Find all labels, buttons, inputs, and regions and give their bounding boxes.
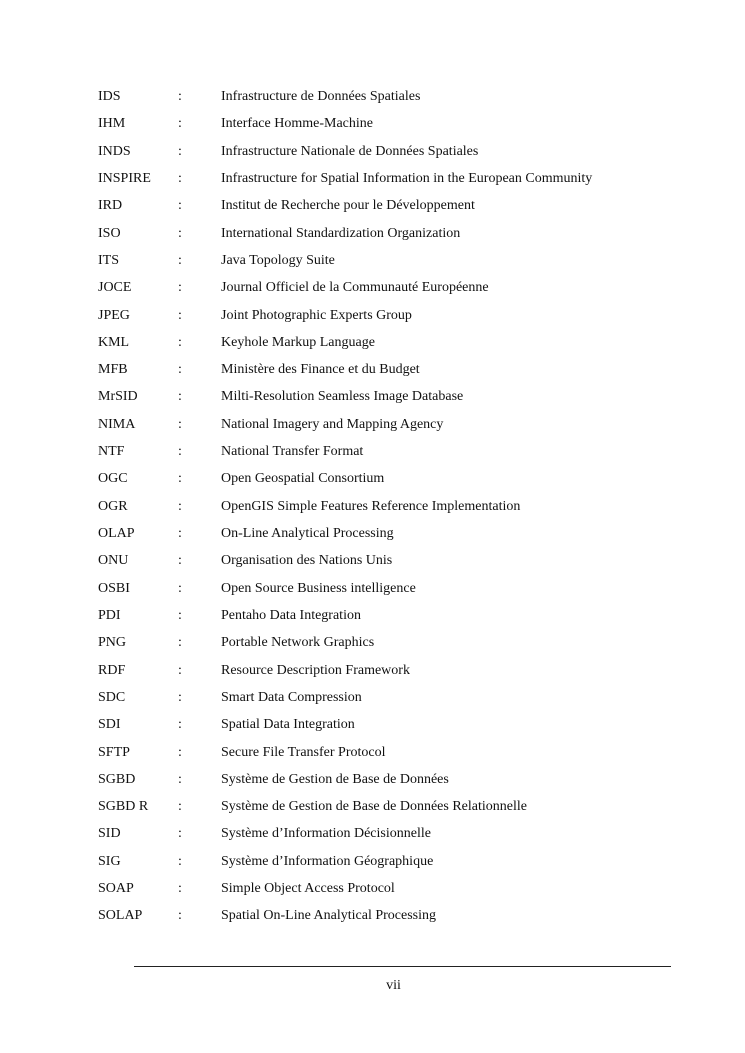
abbreviation-separator: : xyxy=(178,498,182,514)
abbreviation-row xyxy=(98,277,658,304)
abbreviation-row xyxy=(98,796,658,823)
abbreviation-separator: : xyxy=(178,553,182,569)
abbreviation-row xyxy=(98,332,658,359)
abbreviation-definition: OpenGIS Simple Features Reference Implementation xyxy=(221,498,521,514)
abbreviation-term: NTF xyxy=(98,444,125,460)
abbreviation-term: NIMA xyxy=(98,416,136,432)
abbreviation-definition: Système de Gestion de Base de Données Relationnelle xyxy=(221,799,527,815)
abbreviation-definition: Open Geospatial Consortium xyxy=(221,471,385,487)
abbreviation-term: SDC xyxy=(98,689,126,705)
abbreviation-separator: : xyxy=(178,526,182,541)
abbreviation-term: SGBD xyxy=(98,771,136,787)
abbreviation-row xyxy=(98,386,658,413)
abbreviation-term: IHM xyxy=(98,116,126,132)
abbreviation-separator: : xyxy=(178,799,182,815)
abbreviation-term: JOCE xyxy=(98,280,132,296)
abbreviation-row xyxy=(98,905,658,932)
abbreviation-term: ITS xyxy=(98,252,119,268)
page-number: vii xyxy=(386,978,401,993)
abbreviation-term: SIG xyxy=(98,853,121,869)
abbreviation-separator: : xyxy=(178,143,182,159)
abbreviation-term: RDF xyxy=(98,662,126,678)
abbreviation-separator: : xyxy=(178,252,182,268)
abbreviation-definition: Smart Data Compression xyxy=(221,689,362,705)
abbreviation-separator: : xyxy=(178,607,182,623)
abbreviation-row xyxy=(98,223,658,250)
abbreviation-definition: Simple Object Access Protocol xyxy=(221,881,395,897)
abbreviation-separator: : xyxy=(178,689,182,705)
abbreviation-row xyxy=(98,414,658,441)
abbreviation-row xyxy=(98,468,658,495)
abbreviation-definition: Infrastructure de Données Spatiales xyxy=(221,89,421,104)
abbreviation-separator: : xyxy=(178,334,182,350)
abbreviation-definition: On-Line Analytical Processing xyxy=(221,526,394,541)
abbreviation-definition: Resource Description Framework xyxy=(221,662,410,678)
abbreviation-term: OGR xyxy=(98,498,128,514)
abbreviation-definition: Milti-Resolution Seamless Image Database xyxy=(221,389,464,405)
abbreviation-separator: : xyxy=(178,580,182,596)
abbreviation-row xyxy=(98,141,658,168)
abbreviation-term: IDS xyxy=(98,89,121,104)
abbreviation-definition: Système d’Information Décisionnelle xyxy=(221,826,431,842)
abbreviation-list xyxy=(98,86,658,933)
abbreviation-separator: : xyxy=(178,826,182,842)
abbreviation-row xyxy=(98,769,658,796)
abbreviation-separator: : xyxy=(178,908,182,924)
abbreviation-definition: Secure File Transfer Protocol xyxy=(221,744,386,760)
abbreviation-separator: : xyxy=(178,170,182,186)
abbreviation-term: JPEG xyxy=(98,307,130,323)
abbreviation-term: PDI xyxy=(98,607,121,623)
abbreviation-row xyxy=(98,359,658,386)
abbreviation-separator: : xyxy=(178,89,182,104)
abbreviation-definition: Pentaho Data Integration xyxy=(221,607,361,623)
abbreviation-definition: Journal Officiel de la Communauté Européenne xyxy=(221,280,489,296)
abbreviation-row xyxy=(98,851,658,878)
abbreviation-definition: Infrastructure for Spatial Information in the European Community xyxy=(221,170,593,186)
abbreviation-term: SID xyxy=(98,826,121,842)
abbreviation-definition: Keyhole Markup Language xyxy=(221,334,375,350)
abbreviation-separator: : xyxy=(178,853,182,869)
abbreviation-term: OLAP xyxy=(98,526,135,541)
abbreviation-definition: Portable Network Graphics xyxy=(221,635,375,651)
abbreviation-term: OSBI xyxy=(98,580,130,596)
abbreviation-definition: Java Topology Suite xyxy=(221,252,335,268)
abbreviation-term: SOLAP xyxy=(98,908,143,924)
abbreviation-definition: Ministère des Finance et du Budget xyxy=(221,362,420,378)
abbreviation-term: KML xyxy=(98,334,130,350)
abbreviation-separator: : xyxy=(178,771,182,787)
abbreviation-definition: Spatial On-Line Analytical Processing xyxy=(221,908,437,924)
abbreviation-separator: : xyxy=(178,662,182,678)
abbreviation-row xyxy=(98,523,658,550)
abbreviation-definition: Spatial Data Integration xyxy=(221,717,355,733)
abbreviation-separator: : xyxy=(178,635,182,651)
abbreviation-row xyxy=(98,687,658,714)
abbreviation-row xyxy=(98,550,658,577)
abbreviation-separator: : xyxy=(178,362,182,378)
abbreviation-row xyxy=(98,496,658,523)
abbreviation-definition: National Transfer Format xyxy=(221,444,364,460)
abbreviation-row xyxy=(98,605,658,632)
footer-divider xyxy=(134,966,671,967)
abbreviation-separator: : xyxy=(178,471,182,487)
abbreviation-separator: : xyxy=(178,444,182,460)
abbreviation-separator: : xyxy=(178,307,182,323)
abbreviation-row xyxy=(98,660,658,687)
abbreviation-row xyxy=(98,632,658,659)
abbreviation-term: OGC xyxy=(98,471,128,487)
abbreviation-term: SFTP xyxy=(98,744,130,760)
abbreviation-row xyxy=(98,742,658,769)
abbreviation-term: MFB xyxy=(98,362,128,378)
abbreviation-term: SOAP xyxy=(98,881,134,897)
abbreviation-definition: National Imagery and Mapping Agency xyxy=(221,416,444,432)
abbreviation-term: INDS xyxy=(98,143,131,159)
abbreviation-row xyxy=(98,441,658,468)
abbreviation-term: MrSID xyxy=(98,389,138,405)
abbreviation-row xyxy=(98,250,658,277)
abbreviation-term: PNG xyxy=(98,635,127,651)
abbreviation-row xyxy=(98,86,658,113)
abbreviation-separator: : xyxy=(178,198,182,214)
abbreviation-term: ISO xyxy=(98,225,121,241)
abbreviation-term: ONU xyxy=(98,553,129,569)
abbreviation-separator: : xyxy=(178,116,182,132)
abbreviation-row xyxy=(98,195,658,222)
abbreviation-term: SDI xyxy=(98,717,121,733)
abbreviation-separator: : xyxy=(178,416,182,432)
abbreviation-row xyxy=(98,113,658,140)
abbreviation-definition: Système de Gestion de Base de Données xyxy=(221,771,449,787)
abbreviation-term: INSPIRE xyxy=(98,170,151,186)
abbreviation-definition: Interface Homme-Machine xyxy=(221,116,373,132)
abbreviation-separator: : xyxy=(178,389,182,405)
abbreviation-term: IRD xyxy=(98,198,123,214)
abbreviation-definition: Infrastructure Nationale de Données Spatiales xyxy=(221,143,479,159)
abbreviation-separator: : xyxy=(178,881,182,897)
abbreviation-row xyxy=(98,168,658,195)
abbreviation-term: SGBD R xyxy=(98,799,149,815)
abbreviation-separator: : xyxy=(178,280,182,296)
abbreviation-row xyxy=(98,305,658,332)
abbreviation-definition: Open Source Business intelligence xyxy=(221,580,416,596)
abbreviation-definition: Organisation des Nations Unis xyxy=(221,553,393,569)
abbreviation-definition: Joint Photographic Experts Group xyxy=(221,307,412,323)
abbreviation-separator: : xyxy=(178,717,182,733)
abbreviation-definition: International Standardization Organization xyxy=(221,225,461,241)
abbreviation-separator: : xyxy=(178,744,182,760)
abbreviation-row xyxy=(98,578,658,605)
abbreviation-row xyxy=(98,878,658,905)
abbreviation-definition: Système d’Information Géographique xyxy=(221,853,434,869)
abbreviation-separator: : xyxy=(178,225,182,241)
abbreviation-row xyxy=(98,823,658,850)
abbreviation-definition: Institut de Recherche pour le Développement xyxy=(221,198,475,214)
abbreviation-row xyxy=(98,714,658,741)
